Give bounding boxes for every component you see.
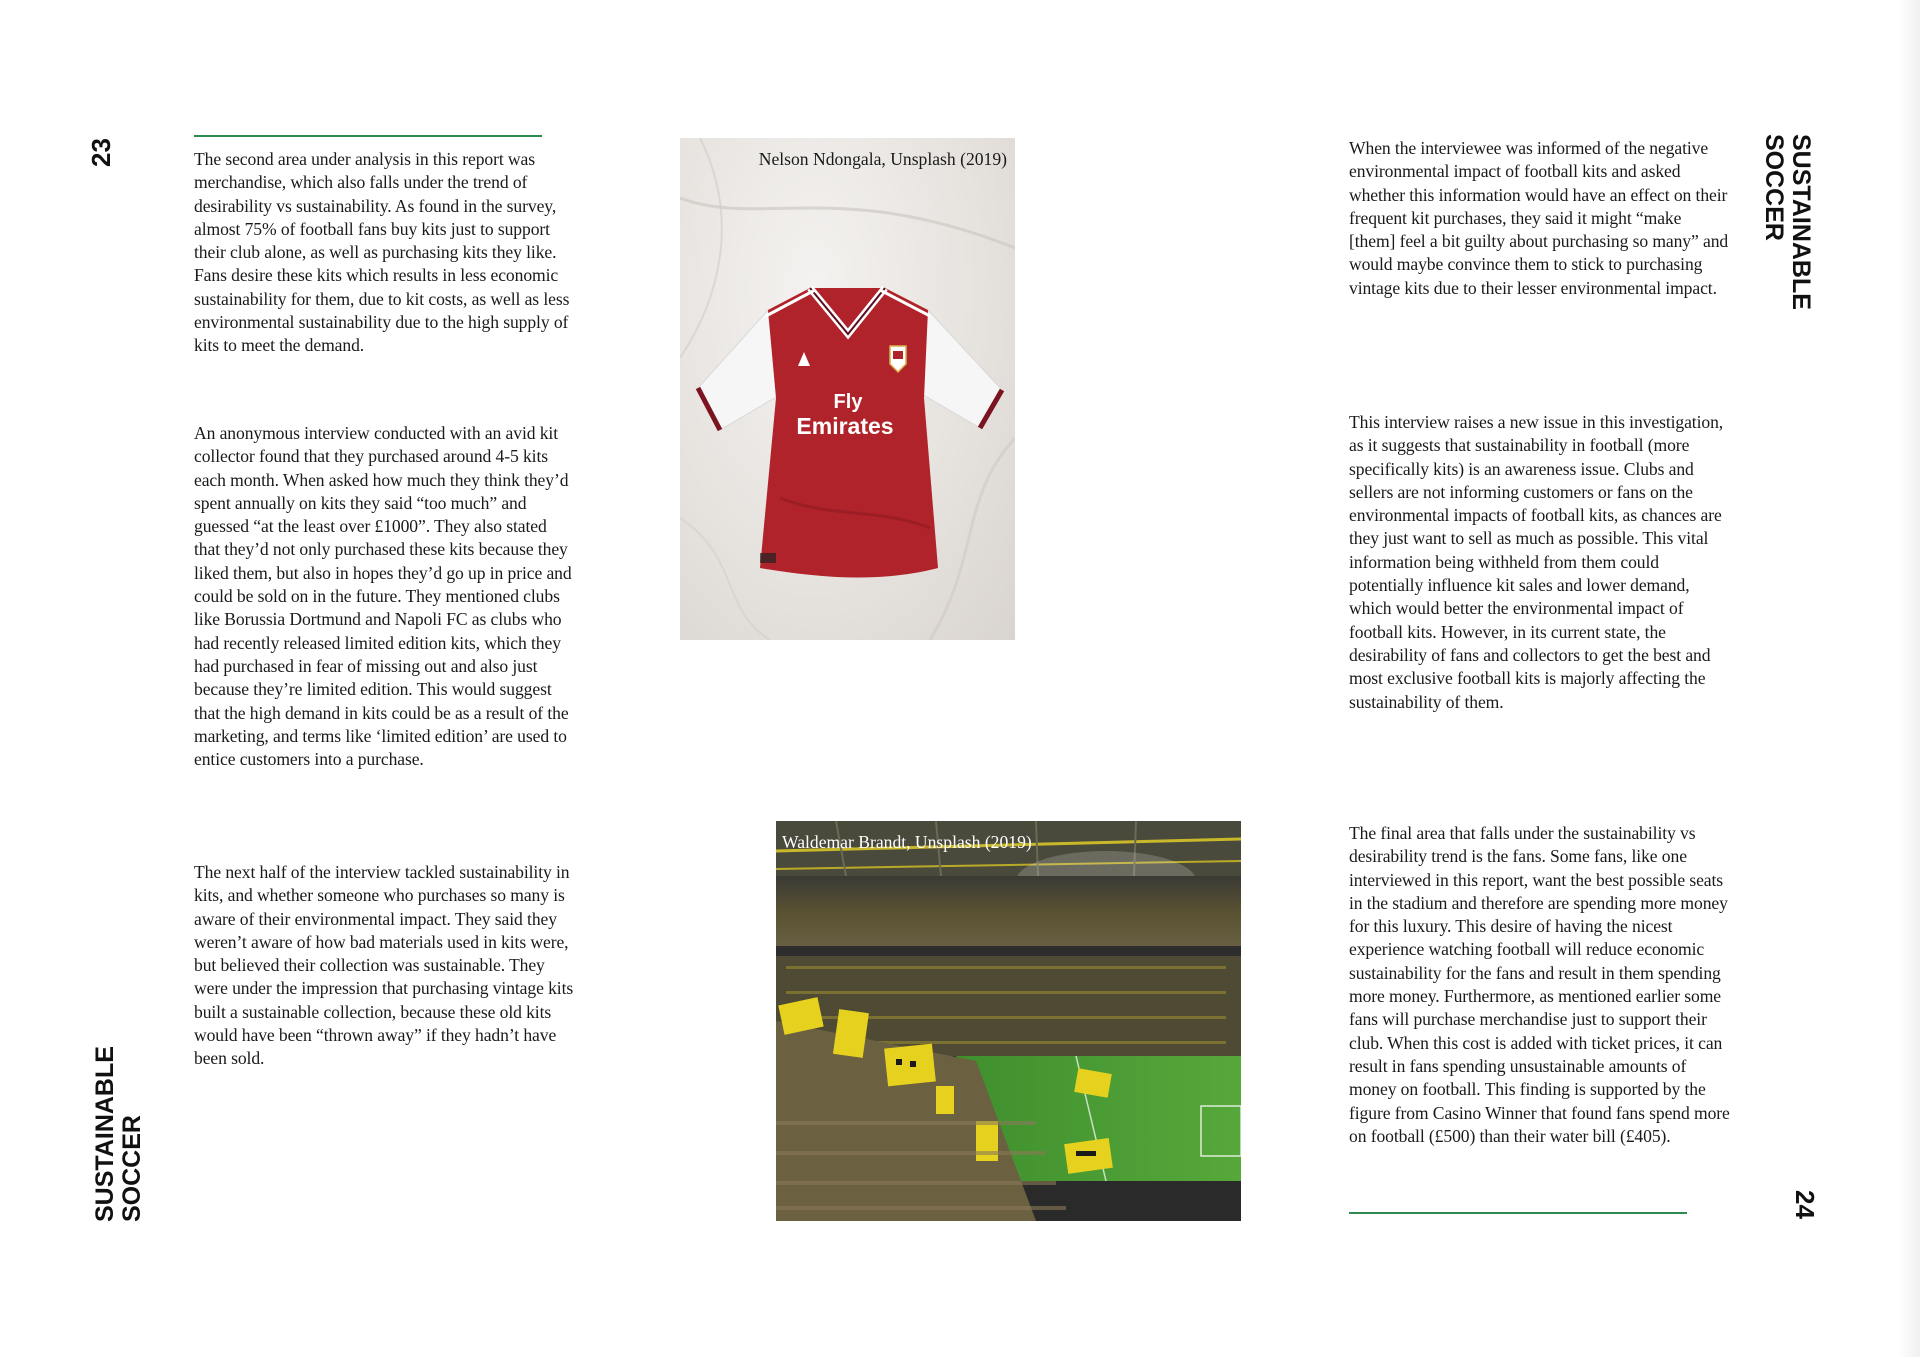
left-accent-rule: [194, 135, 542, 137]
paragraph-text: The next half of the interview tackled sustainability in kits, and whether someone who purchases so many is aware of their environmental impact. They said they weren’t aware of how bad materials used in kits were, but believed their collection was sustainable. They were under the impression that purchasing vintage kits built a sustainable collection, because these old kits would have been “thrown away” if they hadn’t have been sold.: [194, 862, 574, 1069]
shirt-photo: [680, 138, 1015, 640]
shirt-photo-caption: Nelson Ndongala, Unsplash (2019): [758, 149, 1007, 169]
right-paragraph-1: [1349, 137, 1731, 300]
paragraph-text: This interview raises a new issue in this investigation, as it suggests that sustainability in football (more specifically kits) is an awareness issue. Clubs and sellers are not informing customers or fans on the environmental impacts of football kits, as chances are they just want to sell as much as possible. This vital information being withheld from them could potentially influence kit sales and lower demand, which would better the environmental impact of football kits. However, in its current state, the desirability of fans and collectors to get the best and most exclusive football kits is majorly affecting the sustainability of them.: [1349, 412, 1724, 712]
paragraph-text: The second area under analysis in this report was merchandise, which also falls under the trend of desirability vs sustainability. As found in the survey, almost 75% of football fans buy kits just to support their club alone, as well as purchasing kits they like. Fans desire these kits which results in less economic sustainability for them, due to kit costs, as well as less environmental sustainability due to the high supply of kits to meet the demand.: [194, 149, 570, 356]
right-paragraph-2: [1349, 411, 1731, 714]
page-edge-shadow: [1898, 0, 1920, 1357]
paragraph-text: An anonymous interview conducted with an avid kit collector found that they purchased around 4-5 kits each month. When asked how much they think they’d spent annually on kits they said “too much” and guessed “at the least over £1000”. They also stated that they’d not only purchased these kits because they liked them, but also in hopes they’d go up in price and could be sold on in the future. They mentioned clubs like Borussia Dortmund and Napoli FC as clubs who had recently released limited edition kits, which they had purchased in fear of missing out and also just because they’re limited edition. This would suggest that the high demand in kits could be as a result of the marketing, and terms like ‘limited edition’ are used to entice customers into a purchase.: [194, 423, 572, 770]
shirt-illustration: [680, 138, 1015, 640]
paragraph-text: The final area that falls under the sustainability vs desirability trend is the fans. Some fans, like one interviewed in this report, want the best possible seats in the stadium and therefore are spending more money for this luxury. This desire of having the nicest experience watching football will reduce economic sustainability for the fans and result in them spending more money. Furthermore, as mentioned earlier some fans will purchase merchandise just to support their club. When this cost is added with ticket prices, it can result in fans spending unsustainable amounts of money on football. This finding is supported by the figure from Casino Winner that found fans spend more on football (£500) than their water bill (£405).: [1349, 823, 1730, 1146]
stadium-photo-caption: Waldemar Brandt, Unsplash (2019): [782, 832, 1032, 852]
shirt-sponsor-line1: Fly: [833, 391, 863, 413]
left-paragraph-2: [194, 422, 576, 771]
right-accent-rule: [1349, 1212, 1687, 1214]
right-paragraph-3: [1349, 822, 1731, 1148]
right-running-title: SUSTAINABLE SOCCER: [1760, 134, 1815, 310]
right-page-number: 24: [1790, 1190, 1820, 1219]
left-page-number: 23: [86, 138, 116, 167]
stadium-illustration: [776, 821, 1241, 1221]
left-paragraph-1: [194, 148, 576, 358]
shirt-sponsor-line2: Emirates: [796, 413, 894, 439]
left-running-title: SUSTAINABLE SOCCER: [91, 1046, 146, 1222]
stadium-photo: [776, 821, 1241, 1221]
paragraph-text: When the interviewee was informed of the negative environmental impact of football kits and asked whether this information would have an effect on their frequent kit purchases, they said it might “make [them] feel a bit guilty about purchasing so many” and would maybe convince them to stick to purchasing vintage kits due to their lesser environmental impact.: [1349, 138, 1729, 298]
left-paragraph-3: [194, 861, 576, 1071]
